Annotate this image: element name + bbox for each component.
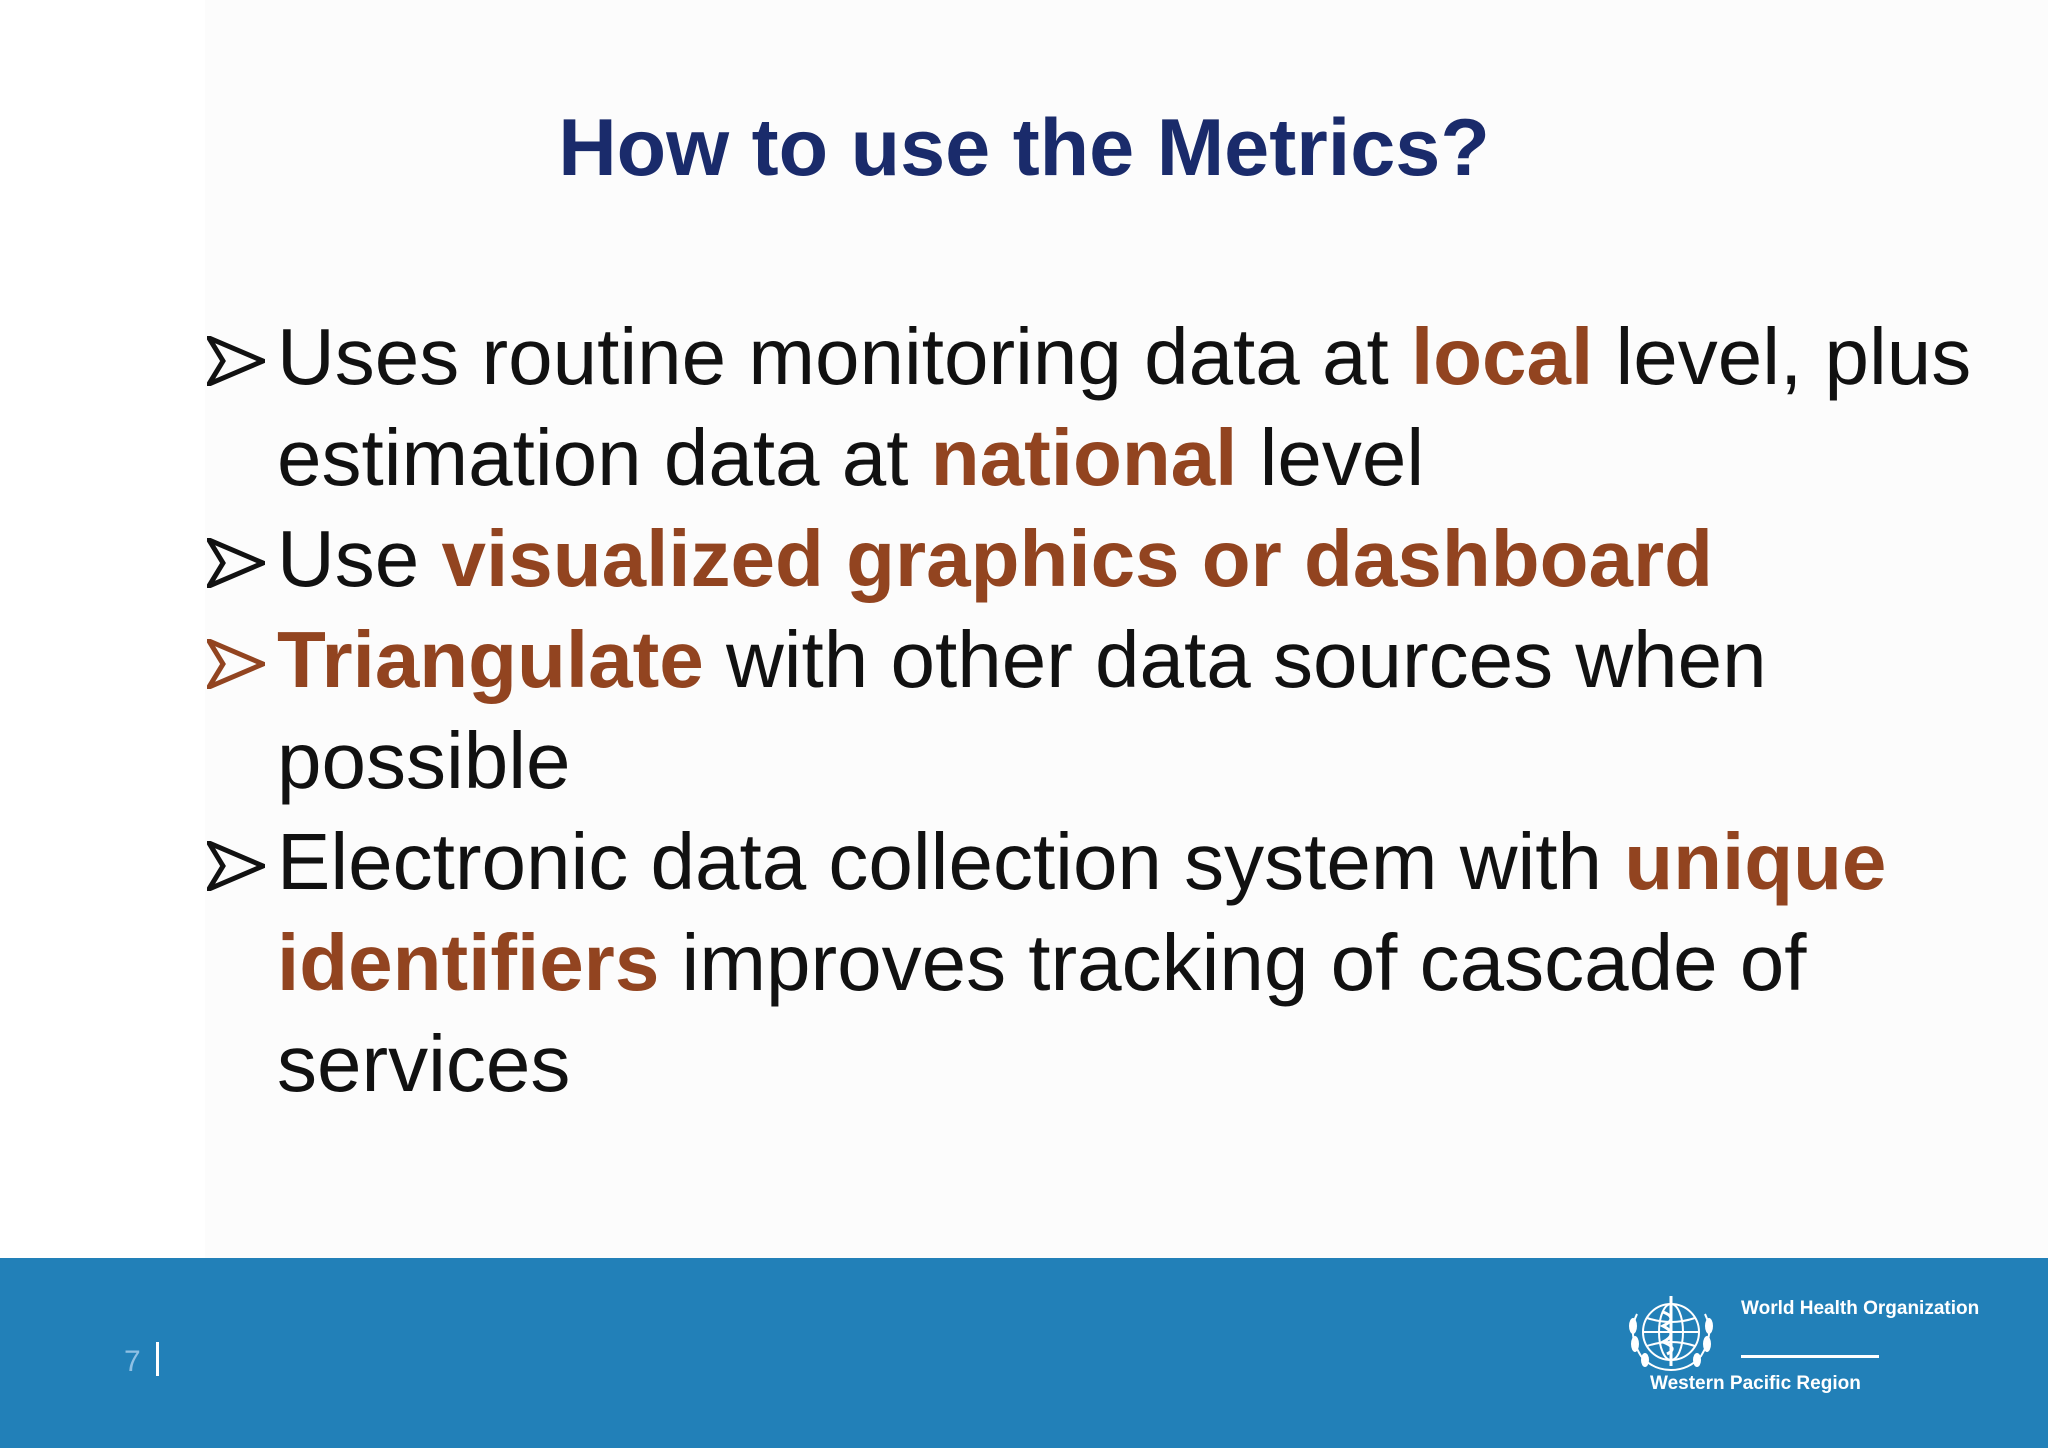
- bullet-text: [277, 514, 1713, 603]
- org-region: Western Pacific Region: [1650, 1373, 1861, 1394]
- bullet-item: [207, 811, 1997, 1114]
- highlight-text: Triangulate: [277, 615, 704, 704]
- bullet-item: [207, 609, 1997, 811]
- arrow-bullet-icon: [207, 336, 265, 386]
- highlight-text: national: [930, 413, 1238, 502]
- highlight-text: local: [1410, 312, 1594, 401]
- bullet-item: [207, 306, 1997, 508]
- bullet-text: [277, 615, 1767, 805]
- arrow-bullet-icon: [207, 841, 265, 891]
- bullet-text: [277, 817, 1886, 1108]
- arrow-bullet-icon: [207, 639, 265, 689]
- who-emblem-icon: [1623, 1290, 1719, 1376]
- bullet-text-segment: with other data sources when possible: [277, 615, 1767, 805]
- org-name: World Health Organization: [1741, 1298, 1980, 1319]
- arrow-bullet-icon: [207, 538, 265, 588]
- bullet-item: [207, 508, 1997, 609]
- bullet-text-segment: improves tracking of cascade of services: [277, 918, 1807, 1108]
- highlight-text: visualized graphics or dashboard: [441, 514, 1713, 603]
- slide-title: How to use the Metrics?: [558, 103, 1490, 193]
- page-number: 7: [124, 1345, 141, 1378]
- bullet-text: [277, 312, 1971, 502]
- page-number-divider: [156, 1342, 159, 1376]
- bullet-text-segment: level: [1237, 413, 1425, 502]
- highlight-text: unique identifiers: [277, 817, 1887, 1007]
- footer-bar: [0, 1258, 2048, 1448]
- bullet-text-segment: Use: [277, 514, 442, 603]
- bullet-list: [207, 306, 1997, 1114]
- org-divider: [1741, 1355, 1879, 1358]
- bullet-text-segment: level, plus estimation data at: [277, 312, 1972, 502]
- bullet-text-segment: Electronic data collection system with: [277, 817, 1625, 906]
- bullet-text-segment: Uses routine monitoring data at: [277, 312, 1411, 401]
